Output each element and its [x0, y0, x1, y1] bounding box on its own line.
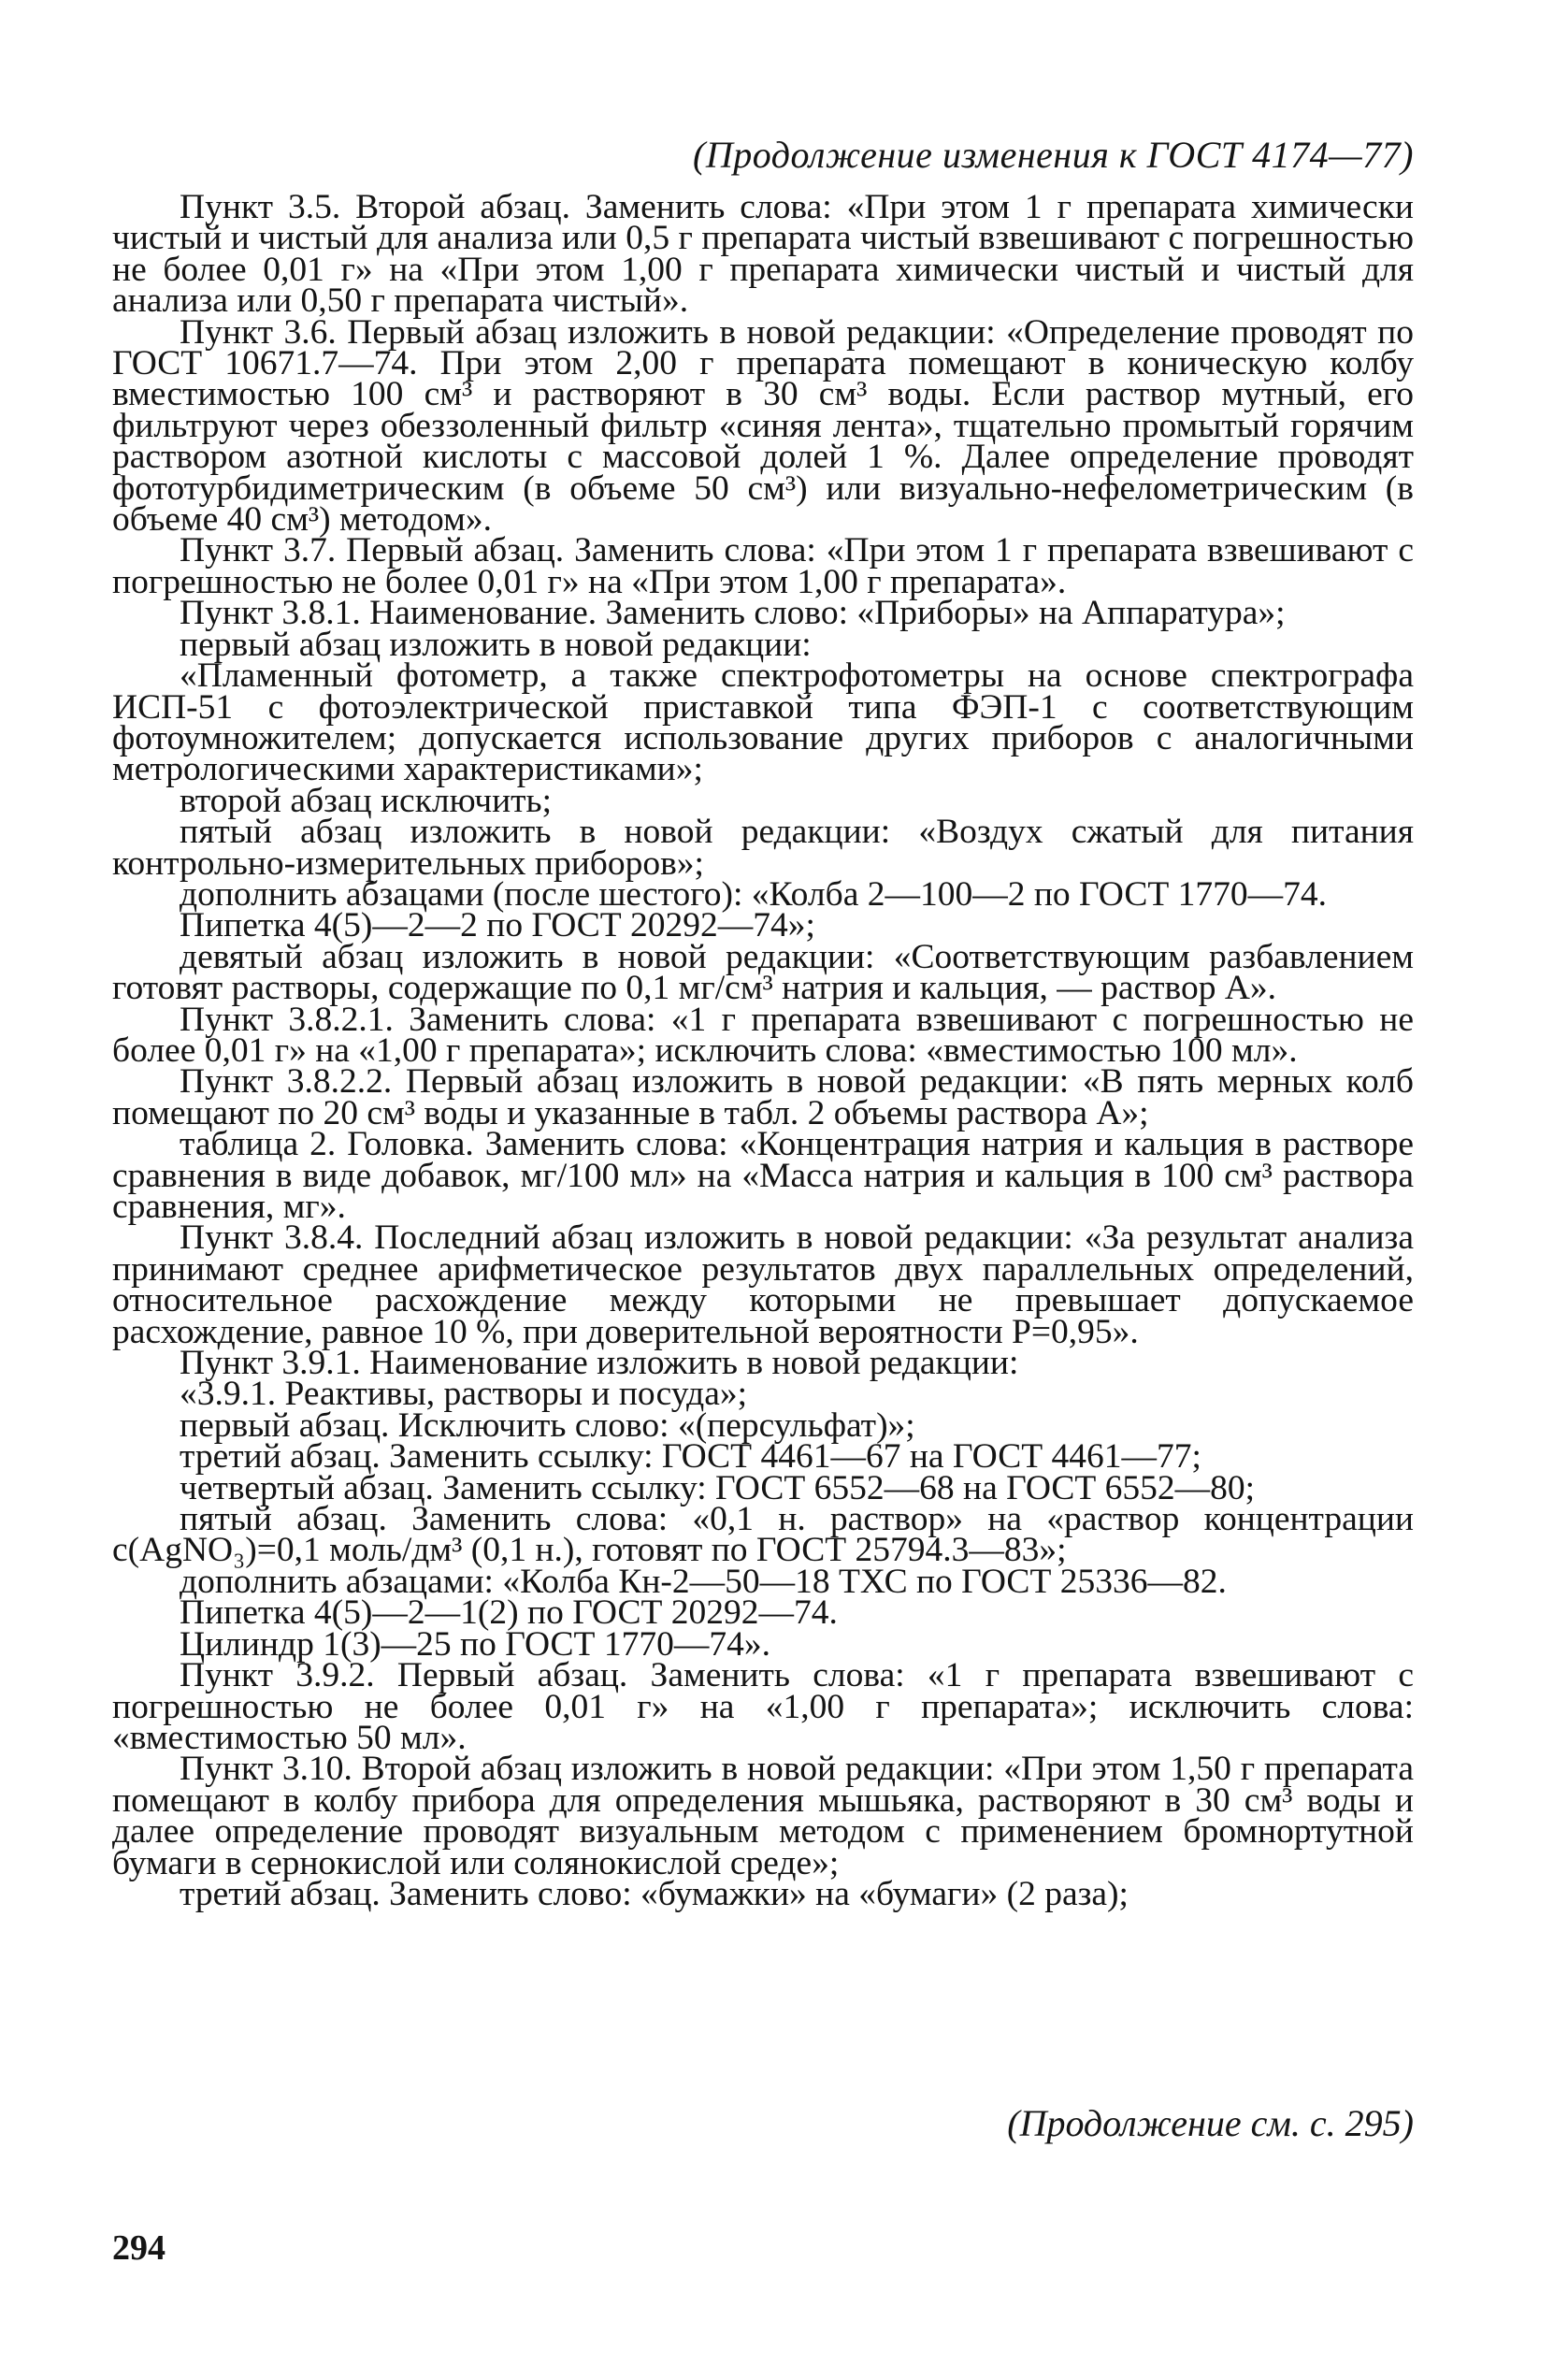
paragraph-3-9-1-first: первый абзац. Исключить слово: «(персульфат)»;	[180, 1405, 915, 1445]
continuation-header: (Продолжение изменения к ГОСТ 4174—77)	[693, 134, 1414, 176]
document-body	[112, 188, 1414, 1913]
paragraph-3-6: Пункт 3.6. Первый абзац изложить в новой редакции: «Определение проводят по ГОСТ 10671.7—74. При этом 2,00 г препарата помещают в коническую колбу вместимостью 100 см³ и растворяют в 30 см³ воды. Если раствор мутный, его фильтруют через обеззоленный фильтр «синяя лента», тщательно промытый горячим раствором азотной кислоты с массовой долей 1 %. Далее определение проводят фототурбидиметрическим (в объеме 50 см³) или визуально-нефелометрическим (в объеме 40 см³) методом».	[112, 312, 1414, 540]
paragraph-3-9-1: Пункт 3.9.1. Наименование изложить в новой редакции:	[180, 1344, 1019, 1383]
paragraph-3-8-1-add: дополнить абзацами (после шестого): «Колба 2—100—2 по ГОСТ 1770—74.	[180, 874, 1328, 914]
paragraph-3-9-1-pipette: Пипетка 4(5)—2—1(2) по ГОСТ 20292—74.	[180, 1593, 838, 1633]
paragraph-3-8-1-second: второй абзац исключить;	[180, 781, 553, 820]
paragraph-3-9-1-fifth: пятый абзац. Заменить слова: «0,1 н. раствор» на «раствор концентрации c(AgNO₃)=0,1 моль/дм³ (0,1 н.), готовят по ГОСТ 25794.3—83»;	[112, 1500, 1414, 1570]
paragraph-3-8-1-ninth: девятый абзац изложить в новой редакции: «Соответствующим разбавлением готовят растворы, содержащие по 0,1 мг/см³ натрия и кальция, — раствор А».	[112, 937, 1414, 1008]
paragraph-3-8-2-2: Пункт 3.8.2.2. Первый абзац изложить в новой редакции: «В пять мерных колб помещают по 20 см³ воды и указанные в табл. 2 объемы раствора А»;	[112, 1062, 1414, 1132]
paragraph-3-8-1: Пункт 3.8.1. Наименование. Заменить слово: «Приборы» на Аппаратура»;	[180, 594, 1286, 633]
paragraph-3-8-2-1: Пункт 3.8.2.1. Заменить слова: «1 г препарата взвешивают с погрешностью не более 0,01 г» на «1,00 г препарата»; исключить слова: «вместимостью 100 мл».	[112, 1000, 1414, 1070]
continuation-footer: (Продолжение см. с. 295)	[1007, 2102, 1414, 2144]
paragraph-3-8-1-fifth: пятый абзац изложить в новой редакции: «Воздух сжатый для питания контрольно-измерительных приборов»;	[112, 813, 1414, 883]
paragraph-3-10-third: третий абзац. Заменить слово: «бумажки» на «бумаги» (2 раза);	[180, 1874, 1129, 1913]
paragraph-3-9-1-title: «3.9.1. Реактивы, растворы и посуда»;	[180, 1375, 748, 1414]
paragraph-3-8-1-quote: «Пламенный фотометр, а также спектрофотометры на основе спектрографа ИСП-51 с фотоэлектрической приставкой типа ФЭП-1 с соответствующим фотоумножителем; допускается использование других приборов с аналогичными метрологическими характеристиками»;	[112, 656, 1414, 789]
paragraph-3-8-4: Пункт 3.8.4. Последний абзац изложить в новой редакции: «За результат анализа принимают среднее арифметическое результатов двух параллельных определений, относительное расхождение между которыми не превышает допускаемое расхождение, равное 10 %, при доверительной вероятности P=0,95».	[112, 1218, 1414, 1351]
paragraph-3-10: Пункт 3.10. Второй абзац изложить в новой редакции: «При этом 1,50 г препарата помещают в колбу прибора для определения мышьяка, растворяют в 30 см³ воды и далее определение проводят визуальным методом с применением бромнортутной бумаги в сернокислой или солянокислой среде»;	[112, 1750, 1414, 1882]
paragraph-3-7: Пункт 3.7. Первый абзац. Заменить слова: «При этом 1 г препарата взвешивают с погрешностью не более 0,01 г» на «При этом 1,00 г препарата».	[112, 531, 1414, 601]
paragraph-3-5: Пункт 3.5. Второй абзац. Заменить слова: «При этом 1 г препарата химически чистый и чистый для анализа или 0,5 г препарата чистый взвешивают с погрешностью не более 0,01 г» на «При этом 1,00 г препарата химически чистый и чистый для анализа или 0,50 г препарата чистый».	[112, 188, 1414, 321]
paragraph-3-9-1-add: дополнить абзацами: «Колба Кн-2—50—18 ТХС по ГОСТ 25336—82.	[180, 1562, 1227, 1601]
paragraph-3-8-1-first: первый абзац изложить в новой редакции:	[180, 625, 812, 664]
paragraph-3-9-1-fourth: четвертый абзац. Заменить ссылку: ГОСТ 6552—68 на ГОСТ 6552—80;	[180, 1468, 1256, 1507]
paragraph-3-9-2: Пункт 3.9.2. Первый абзац. Заменить слова: «1 г препарата взвешивают с погрешностью не более 0,01 г» на «1,00 г препарата»; исключить слова: «вместимостью 50 мл».	[112, 1656, 1414, 1757]
page-number: 294	[112, 2228, 165, 2268]
paragraph-3-8-1-pipette: Пипетка 4(5)—2—2 по ГОСТ 20292—74»;	[180, 906, 815, 945]
paragraph-table-2: таблица 2. Головка. Заменить слова: «Концентрация натрия и кальция в растворе сравнения в виде добавок, мг/100 мл» на «Масса натрия и кальция в 100 см³ раствора сравнения, мг».	[112, 1125, 1414, 1226]
paragraph-3-9-1-cylinder: Цилиндр 1(3)—25 по ГОСТ 1770—74».	[180, 1624, 770, 1664]
paragraph-3-9-1-third: третий абзац. Заменить ссылку: ГОСТ 4461—67 на ГОСТ 4461—77;	[180, 1437, 1201, 1477]
